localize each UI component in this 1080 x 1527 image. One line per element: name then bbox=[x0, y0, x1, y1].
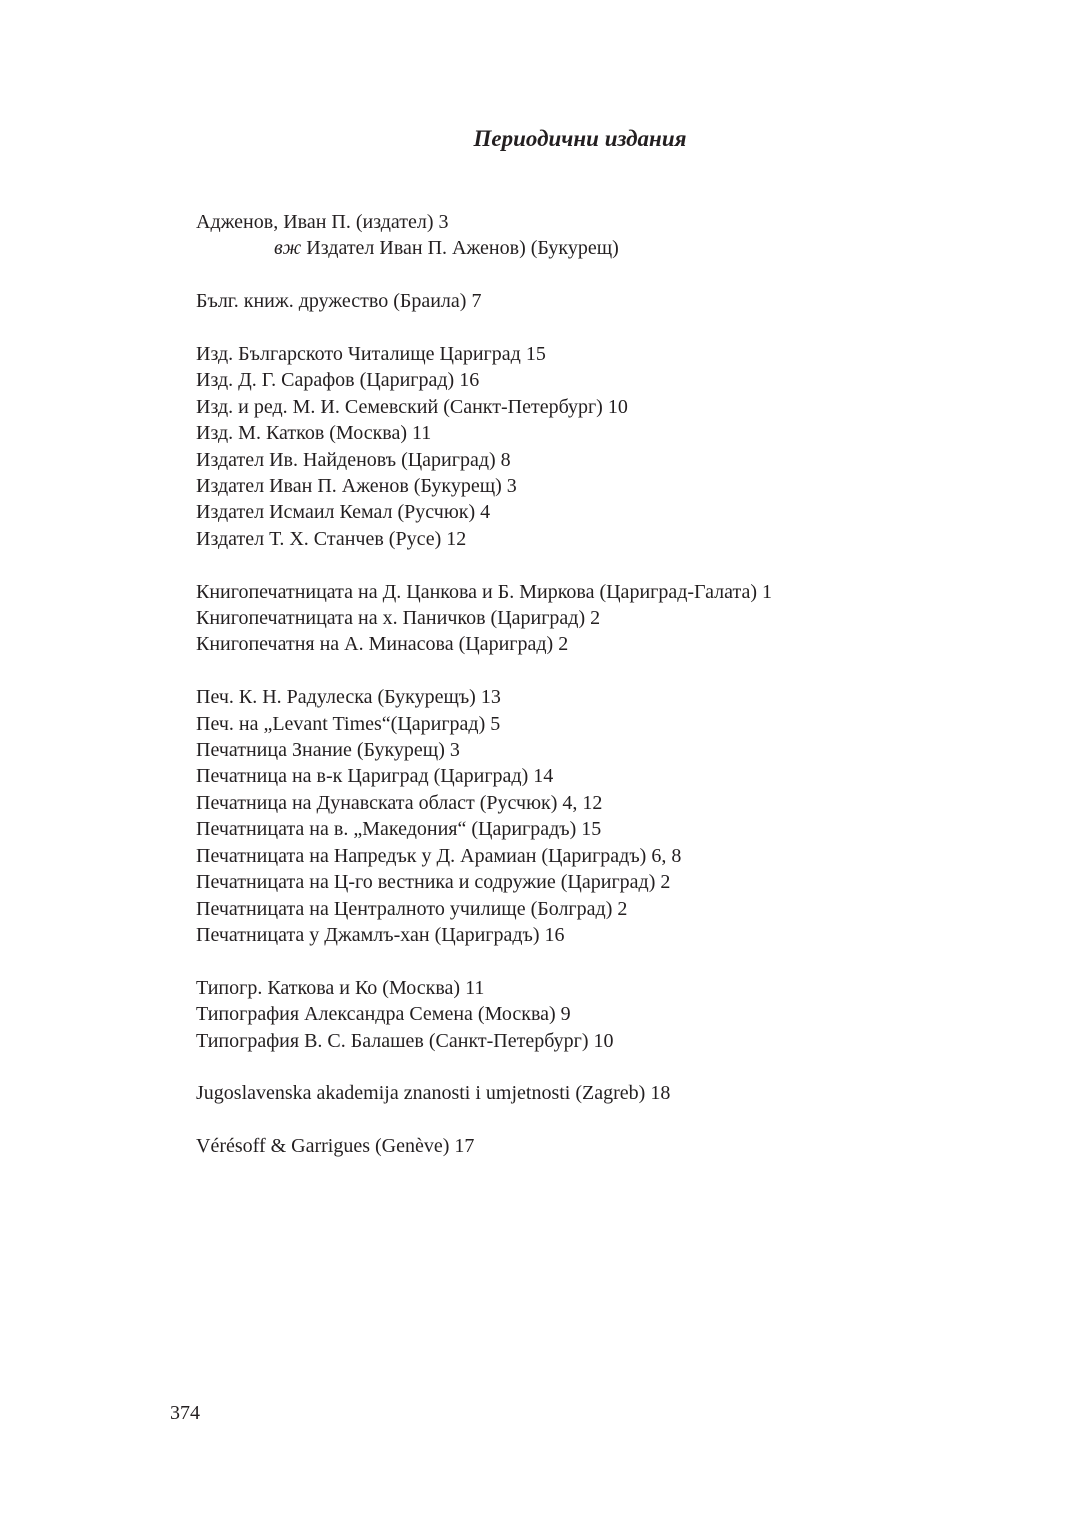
entry-text: Издател Иван П. Аженов (Букурещ) 3 bbox=[196, 475, 517, 498]
index-entry bbox=[196, 763, 1016, 789]
entry-text: Изд. Д. Г. Сарафов (Цариград) 16 bbox=[196, 369, 480, 392]
entry-text: Печатницата у Джамлъ-хан (Цариградъ) 16 bbox=[196, 923, 565, 946]
index-entry bbox=[196, 790, 1016, 816]
index-entry bbox=[196, 209, 1016, 235]
index-group bbox=[196, 288, 1016, 314]
index-group bbox=[196, 1080, 1016, 1106]
index-entry bbox=[196, 288, 1016, 314]
index-entry bbox=[196, 711, 1016, 737]
index-entry bbox=[196, 341, 1016, 367]
index-entry bbox=[196, 816, 1016, 842]
index-entry bbox=[196, 420, 1016, 446]
entry-text: Типогр. Каткова и Ко (Москва) 11 bbox=[196, 976, 485, 999]
index-entry bbox=[196, 1028, 1016, 1054]
index-group bbox=[196, 1133, 1016, 1159]
entry-text: Книгопечатницата на х. Паничков (Цариград) 2 bbox=[196, 607, 601, 630]
index-entry bbox=[196, 843, 1016, 869]
index-cross-reference bbox=[196, 235, 1016, 261]
index-entry bbox=[196, 1133, 1016, 1159]
cross-reference-marker: вж bbox=[274, 237, 302, 260]
entry-text: Изд. и ред. М. И. Семевский (Санкт-Петербург) 10 bbox=[196, 395, 628, 418]
entry-text: Издател Иван П. Аженов) (Букурещ) bbox=[301, 237, 619, 260]
entry-text: Печатница на Дунавската област (Русчюк) 4, 12 bbox=[196, 791, 603, 814]
entry-text: Печатница Знание (Букурещ) 3 bbox=[196, 739, 460, 762]
entry-text: Jugoslavenska akademija znanosti i umjetnosti (Zagreb) 18 bbox=[196, 1082, 671, 1105]
entry-text: Изд. Българското Читалище Цариград 15 bbox=[196, 343, 546, 365]
entry-text: Печ. на „Levant Times“(Цариград) 5 bbox=[196, 712, 501, 735]
index-entry bbox=[196, 975, 1016, 1001]
index-entry bbox=[196, 394, 1016, 420]
index-group bbox=[196, 341, 1016, 552]
index-entry bbox=[196, 922, 1016, 948]
entry-text: Издател Т. Х. Станчев (Русе) 12 bbox=[196, 527, 467, 550]
publisher-index bbox=[196, 209, 1016, 1186]
index-entry bbox=[196, 1001, 1016, 1027]
entry-text: Печатницата на Централното училище (Болград) 2 bbox=[196, 897, 628, 920]
index-entry bbox=[196, 737, 1016, 763]
entry-text: Печатницата на Напредък у Д. Арамиан (Цариградъ) 6, 8 bbox=[196, 844, 682, 867]
entry-text: Типография Александра Семена (Москва) 9 bbox=[196, 1003, 571, 1026]
index-entry bbox=[196, 896, 1016, 922]
entry-text: Печатницата на Ц-го вестника и содружие (Цариград) 2 bbox=[196, 871, 671, 894]
index-entry bbox=[196, 473, 1016, 499]
entry-text: Типография В. С. Балашев (Санкт-Петербург) 10 bbox=[196, 1029, 614, 1052]
index-entry bbox=[196, 579, 1016, 605]
index-entry bbox=[196, 605, 1016, 631]
index-group bbox=[196, 579, 1016, 658]
index-entry bbox=[196, 499, 1016, 525]
entry-text: Издател Исмаил Кемал (Русчюк) 4 bbox=[196, 501, 491, 524]
page-number: 374 bbox=[170, 1402, 200, 1424]
index-entry bbox=[196, 526, 1016, 552]
index-entry bbox=[196, 631, 1016, 657]
index-entry bbox=[196, 684, 1016, 710]
page-title: Периодични издания bbox=[473, 126, 687, 151]
index-group bbox=[196, 209, 1016, 262]
entry-text: Печ. К. Н. Радулеска (Букурещъ) 13 bbox=[196, 686, 501, 709]
entry-text: Издател Ив. Найденовъ (Цариград) 8 bbox=[196, 448, 511, 471]
index-group bbox=[196, 684, 1016, 948]
entry-text: Печатница на в-к Цариград (Цариград) 14 bbox=[196, 765, 554, 788]
entry-text: Vérésoff & Garrigues (Genève) 17 bbox=[196, 1135, 475, 1158]
entry-text: Книгопечатницата на Д. Цанкова и Б. Миркова (Цариград-Галата) 1 bbox=[196, 580, 773, 603]
index-entry bbox=[196, 869, 1016, 895]
index-entry bbox=[196, 447, 1016, 473]
entry-text: Изд. М. Катков (Москва) 11 bbox=[196, 422, 432, 445]
entry-text: Печатницата на в. „Македония“ (Цариградъ) 15 bbox=[196, 818, 602, 841]
entry-text: Бълг. книж. дружество (Браила) 7 bbox=[196, 290, 482, 313]
index-group bbox=[196, 975, 1016, 1054]
entry-text: Книгопечатня на А. Минасова (Цариград) 2 bbox=[196, 633, 569, 656]
index-entry bbox=[196, 367, 1016, 393]
entry-text: Адженов, Иван П. (издател) 3 bbox=[196, 211, 449, 233]
index-entry bbox=[196, 1080, 1016, 1106]
